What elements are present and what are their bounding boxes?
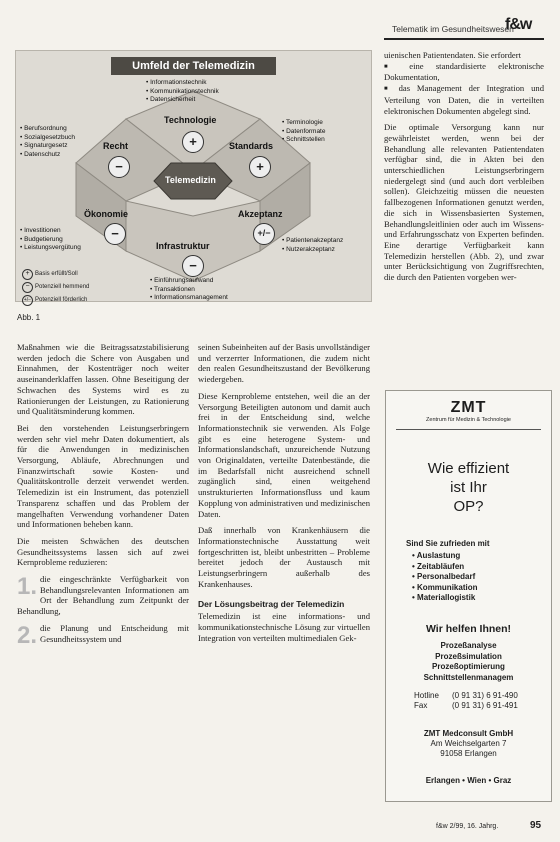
ad-contact [414, 691, 518, 711]
footer-issue: f&w 2/99, 16. Jahrg. [436, 823, 499, 830]
figure-list-item: • Kommunikationstechnik [146, 88, 219, 97]
item-text: die Planung und Entscheidung mit Gesundheitssystem und [40, 622, 189, 644]
figure-list-item: • Datenformate [282, 128, 325, 137]
legend-row [22, 269, 89, 280]
figure-list-item: • Datenschutz [20, 151, 75, 160]
numbered-item [17, 621, 189, 649]
headline-line: ist Ihr [450, 479, 487, 496]
plus-minus-symbol-icon: +/− [253, 223, 275, 245]
ad-list-item: • Auslastung [412, 551, 477, 562]
ad-intro: Sind Sie zufrieden mit [406, 539, 490, 548]
item-number: 2. [17, 621, 38, 649]
figure-list-item: • Informationsmanagement [150, 294, 228, 303]
header-rule [384, 38, 544, 40]
figure-bottom-list [150, 277, 228, 303]
text-column-2 [198, 342, 370, 650]
ad-list-item: • Zeitabläufen [412, 562, 477, 573]
ad-service-item: Prozeßoptimierung [432, 662, 505, 671]
figure-right-bottom-list [282, 237, 343, 254]
fax-row [414, 701, 518, 711]
paragraph: Diese Kernprobleme entstehen, weil die an der Versorgung Beteiligten autonom und damit auch frei in der Entscheidung sind, welche Informationstechnik sie verwenden. Als Folge gibt es eine heterogene System- und Informationslandschaft, unzureichende Nutzung von Originaldaten, verteilte Datenbestände, die im Bedarfsfall nicht ausreichend schnell zugänglich sind, einen weitgehend unstrukturierten Informationsfluss und kaum Kopplung von administrativen und medizinischen Daten. [198, 390, 370, 519]
figure-top-list [146, 79, 219, 105]
advertisement-box [385, 390, 552, 802]
segment-label-oekonomie: Ökonomie [84, 209, 129, 219]
segment-label-standards: Standards [229, 141, 274, 151]
company-name: ZMT Medconsult GmbH [423, 729, 514, 738]
ad-service-item: Prozeßanalyse [440, 641, 497, 650]
hotline-number: (0 91 31) 6 91-490 [452, 691, 518, 700]
headline-line: OP? [453, 498, 484, 515]
figure-title: Umfeld der Telemedizin [111, 57, 276, 75]
center-label: Telemedizin [165, 175, 216, 185]
segment-label-infrastruktur: Infrastruktur [156, 241, 210, 251]
ad-checklist [412, 551, 477, 604]
ad-address [386, 729, 551, 759]
paragraph: Die optimale Versorgung kann nur gewährleistet werden, wenn bei der Behandlung alle relevanten Patientendaten verfügbar sind, die in Akten bei den unterschiedlichen Leistungserbringern niedergelegt sind (und auch dort verbleiben sollen). Gleichzeitig müssen die neuesten fallbezogenen Informationen genutzt werden, die sich in Wissensbasierten Systemen, Behandlungsleitlinien oder auch im Wissens- und Erfahrungsschatz von Experten befinden. Eine derartige Verfügbarkeit kann Telemedizin herstellen (Abb. 2), und zwar unter Berücksichtigung von Zugriffsrechten, die durch den Patienten vorgeben wer- [384, 122, 544, 283]
zmt-logo-subtitle: Zentrum für Medizin & Technologie [426, 417, 511, 423]
figure-list-item: • Investitionen [20, 227, 81, 236]
minus-symbol-icon: − [108, 156, 130, 178]
ad-list-item: • Personalbedarf [412, 572, 477, 583]
figure-list-item: • Sozialgesetzbuch [20, 134, 75, 143]
hotline-row [414, 691, 518, 701]
figure-caption: Abb. 1 [17, 313, 41, 322]
street: Am Weichselgarten 7 [430, 739, 507, 748]
figure-list-item: • Budgetierung [20, 236, 81, 245]
city: 91058 Erlangen [440, 749, 497, 758]
hotline-label: Hotline [414, 691, 439, 700]
ad-logo-block [396, 399, 541, 430]
plus-symbol-icon: + [249, 156, 271, 178]
ad-locations: Erlangen • Wien • Graz [425, 776, 512, 785]
paragraph: seinen Subeinheiten auf der Basis unvollständiger und verzerrter Informationen, die zudem nicht den realen Gesundheitszustand der Bevölkerung wiedergeben. [198, 342, 370, 385]
figure-list-item: • Berufsordnung [20, 125, 75, 134]
figure-left-bottom-list [20, 227, 81, 253]
figure-list-item: • Schnittstellen [282, 136, 325, 145]
figure-list-item: • Leistungsvergütung [20, 244, 81, 253]
running-header: Telematik im Gesundheitswesen [392, 24, 514, 34]
fax-number: (0 91 31) 6 91-491 [452, 701, 518, 710]
figure-list-item: • Signaturgesetz [20, 142, 75, 151]
segment-label-akzeptanz: Akzeptanz [238, 209, 283, 219]
headline-line: Wie effizient [427, 460, 510, 477]
figure-list-item: • Patientenakzeptanz [282, 237, 343, 246]
ad-service-item: Prozeßsimulation [435, 651, 502, 661]
fax-label: Fax [414, 701, 428, 710]
item-text: die eingeschränkte Verfügbarkeit von Behandlungsrelevanten Informationen am Ort der Behandlung zum Zeitpunkt der Behandlung, [17, 574, 189, 617]
plus-symbol-icon: + [22, 269, 33, 280]
ad-services [386, 641, 551, 683]
segment-label-technologie: Technologie [164, 115, 217, 125]
minus-symbol-icon: − [104, 223, 126, 245]
section-heading: Der Lösungsbeitrag der Telemedizin [198, 599, 345, 610]
minus-symbol-icon: − [22, 282, 33, 293]
figure-list-item: • Einführungsaufwand [150, 277, 228, 286]
legend-row [22, 282, 89, 293]
paragraph: Bei den vorstehenden Leistungserbringern werden sehr viel mehr Daten dokumentiert, als für die Anwendungen in medizinischen Versorgung, Abläufe, Abrechnungen und Finanzwirtschaft sowie Kosten- und Qualitätskontrolle derzeit verwendet werden. Telemedizin ist ein Instrument, das potenziell Transparenz schaffen und das Problem der mangelhaften Verwendung vorhandener Daten und Informationen beheben kann. [17, 422, 189, 530]
paragraph: uienischen Patientendaten. Sie erfordert [384, 50, 521, 60]
figure-left-top-list [20, 125, 75, 159]
zmt-logo: ZMT [450, 399, 487, 416]
paragraph: Telemedizin ist eine informations- und kommunikationstechnische Lösung zur virtuellen Integration von verteilten multimedialen Gek- [198, 611, 370, 643]
legend-row [22, 295, 89, 306]
figure-list-item: • Informationstechnik [146, 79, 219, 88]
legend-text: Potenziell förderlich [35, 297, 88, 303]
figure-right-top-list [282, 119, 325, 145]
plus-minus-symbol-icon: +/− [22, 295, 33, 306]
text-column-3 [384, 50, 544, 289]
figure-list-item: • Nutzerakzeptanz [282, 246, 343, 255]
bullet-item: ■ das Management der Integration und Verteilung von Daten, die in verteilten elektronischen Dokumenten abgelegt sind. [384, 83, 544, 116]
ad-list-item: • Materiallogistik [412, 593, 477, 604]
plus-symbol-icon: + [182, 131, 204, 153]
figure-list-item: • Datensicherheit [146, 96, 219, 105]
paragraph: Die meisten Schwächen des deutschen Gesundheitssystems lassen sich auf zwei Kernprobleme reduzieren: [17, 535, 189, 568]
figure-telemedicine-environment [15, 50, 372, 302]
figure-legend [22, 269, 89, 308]
ad-headline [386, 459, 551, 516]
figure-list-item: • Terminologie [282, 119, 325, 128]
segment-label-recht: Recht [103, 141, 129, 151]
legend-text: Potenziell hemmend [35, 284, 90, 290]
bullet-item: ■ eine standardisierte elektronische Dokumentation, [384, 61, 544, 83]
item-number: 1. [17, 573, 38, 601]
ad-list-item: • Kommunikation [412, 583, 477, 594]
text-column-1 [17, 342, 189, 650]
ad-service-item: Schnittstellenmanagem [423, 672, 514, 682]
paragraph: Maßnahmen wie die Beitragssatzstabilisierung werden jedoch die Schere von Ausgaben und Einnahmen, der Kostenträger noch weiter auseinanderklaffen lassen. Ohne Beseitigung der Schwachen des Systems wird es zu Rationierungen der Leistungen, zu Rationierung und Qualitätsminderung kommen. [17, 342, 189, 417]
page-number: 95 [530, 820, 542, 831]
figure-list-item: • Transaktionen [150, 286, 228, 295]
numbered-item [17, 574, 189, 617]
minus-symbol-icon: − [182, 255, 204, 277]
paragraph: Daß innerhalb von Krankenhäusern die Informationstechnische Ausstattung weit fortgeschritten ist, bleibt unbestritten – Probleme bereitet jedoch der Austausch mit Leistungserbringern außerhalb des Krankenhauses. [198, 525, 370, 589]
legend-text: Basis erfüllt/Soll [35, 271, 78, 277]
magazine-logo: f&w [505, 16, 532, 33]
ad-help-heading: Wir helfen Ihnen! [425, 623, 512, 635]
